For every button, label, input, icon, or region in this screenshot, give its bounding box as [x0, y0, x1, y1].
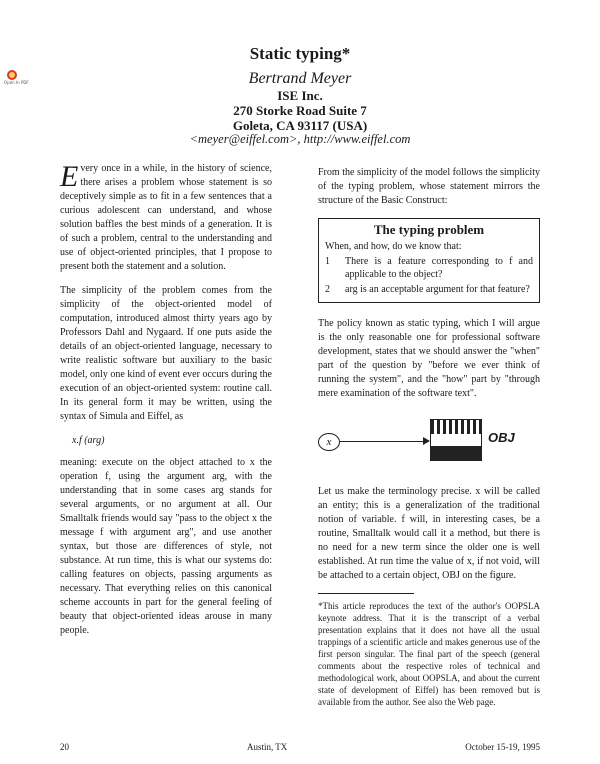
item-text: arg is an acceptable argument for that feature?: [345, 284, 530, 295]
object-fields-bottom: [431, 446, 481, 460]
paper-title: Static typing*: [249, 44, 351, 63]
object-box: [430, 419, 482, 461]
right-column: [318, 166, 540, 708]
object-fields-top: [431, 420, 481, 434]
page-number: 20: [60, 742, 69, 752]
item-number: 1: [325, 256, 330, 267]
drop-cap: E: [60, 160, 79, 193]
paragraph: meaning: execute on the object attached to x the operation f, using the argument arg, with the understanding that in some cases arg stands for several arguments, or no argument at all. Our Smalltalk friends would say "pass to the object x the message f with argument arg", and use another syntax, but those are differences of style, not substance. At run time, this is what our systems do: calling features on objects, passing arguments as necessary. That everything relies on this canonical scheme accounts in part for the general feeling of beauty that object-oriented ideas arouse in many people.: [60, 457, 272, 636]
typing-problem-question: When, and how, do we know that:: [325, 241, 462, 252]
typing-problem-item: [325, 255, 533, 281]
org-line: Goleta, CA 93117 (USA): [232, 118, 368, 133]
paragraph: The simplicity of the problem comes from the simplicity of the object-oriented model of computation, introduced almost thirty years ago by Professors Dahl and Nygaard. If one puts aside the details of an object-oriented language, necessary to write realistic software but auxiliary to the basic model, only one kind of event ever occurs during the execution of an object-oriented system: routine call. In its general form it may be written, using the syntax of Simula and Eiffel, as: [60, 285, 272, 422]
intro-paragraph: [60, 162, 272, 274]
typing-problem-title: The typing problem: [373, 222, 485, 237]
paragraph: Let us make the terminology precise. x will be called an entity; this is a generalization of the traditional notion of variable. f will, in interesting cases, be a routine, Smalltalk would call it a method, but there is no need for a new term since the older one is well established. At run time the value of x, if not void, will be attached to a certain object, OBJ on the figure.: [318, 486, 540, 581]
author-name: Bertrand Meyer: [248, 70, 352, 87]
conference-date: October 15-19, 1995: [465, 742, 540, 752]
left-column: [60, 162, 272, 648]
paragraph: From the simplicity of the model follows the simplicity of the typing problem, whose statement mirrors the structure of the Basic Construct:: [318, 167, 540, 206]
item-text: There is a feature corresponding to f and applicable to the object?: [345, 256, 533, 280]
paragraph: The policy known as static typing, which I will argue is the only reasonable one for professional software development, states that we should answer the "when" part of the question by "before we ever think of running the system", and the "how" part by "through mere examination of the software text".: [318, 318, 540, 399]
author-affiliation: [0, 88, 600, 133]
org-line: 270 Storke Road Suite 7: [233, 103, 367, 118]
typing-problem-item: [325, 283, 533, 296]
footnote-rule: [318, 593, 414, 594]
obj-label: OBJ: [488, 430, 515, 445]
routine-call-formula: x.f (arg): [72, 435, 105, 446]
org-line: ISE Inc.: [277, 88, 323, 103]
typing-problem-box: [318, 218, 540, 303]
stamp-text: Open In PDF: [4, 80, 29, 85]
footnote: *This article reproduces the text of the author's OOPSLA keynote address. That it is the transcript of a verbal presentation explains that it does not have all the usual trappings of a scientific article and makes generous use of the first person singular. The final part of the speech (general comments about the respective roles of technical and methodological work, about OOPSLA, and about the current state of development of Eiffel) has been removed but is available from the author. See also the Web page.: [318, 601, 540, 707]
item-number: 2: [325, 284, 330, 295]
object-figure: [318, 411, 540, 475]
intro-text: very once in a while, in the history of science, there arises a problem whose statement is so deceptively simple as to fit in a few sentences that a curious adolescent can understand, and whose solution baffles the best minds of a generation. It is of such a problem, central to the understanding and use of object-oriented principles, that I propose to present both the statement and a solution.: [60, 163, 272, 272]
conference-place: Austin, TX: [246, 742, 288, 752]
author-contact: <meyer@eiffel.com>, http://www.eiffel.com: [189, 132, 411, 146]
entity-x-circle: x: [318, 433, 340, 451]
page-footer: [60, 742, 540, 752]
attachment-arrow: [340, 441, 428, 442]
